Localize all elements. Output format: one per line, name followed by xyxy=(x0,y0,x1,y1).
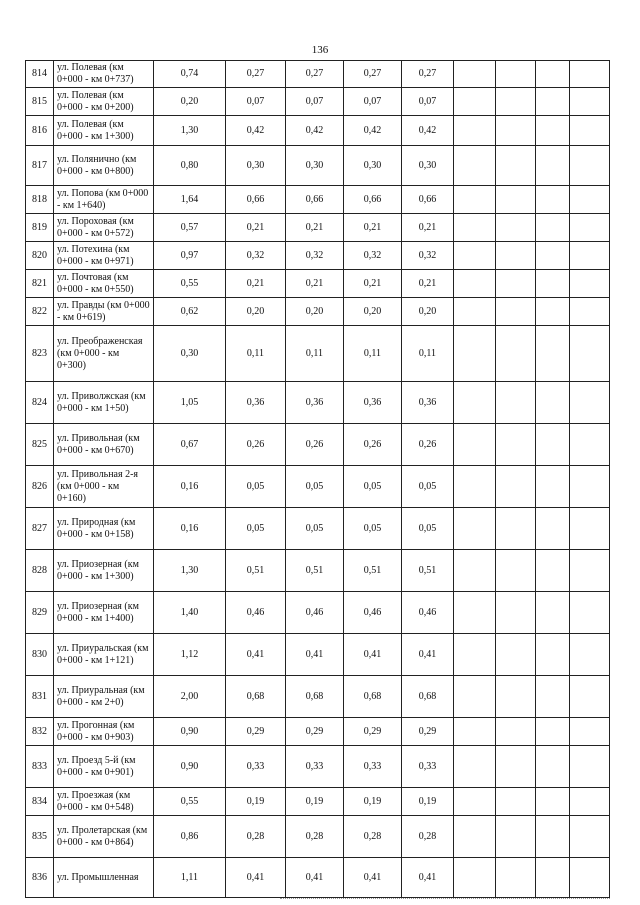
length-cell: 0,90 xyxy=(154,746,226,788)
street-name-cell: ул. Природная (км 0+000 - км 0+158) xyxy=(54,508,154,550)
value-cell: 0,66 xyxy=(344,186,402,214)
value-cell: 0,27 xyxy=(226,61,286,88)
value-cell: 0,05 xyxy=(286,508,344,550)
empty-cell xyxy=(496,326,536,382)
empty-cell xyxy=(496,592,536,634)
row-number-cell: 819 xyxy=(26,214,54,242)
row-number-cell: 835 xyxy=(26,816,54,858)
empty-cell xyxy=(536,326,570,382)
empty-cell xyxy=(454,116,496,146)
street-name-cell: ул. Попова (км 0+000 - км 1+640) xyxy=(54,186,154,214)
value-cell: 0,28 xyxy=(402,816,454,858)
length-cell: 0,80 xyxy=(154,146,226,186)
row-number-cell: 828 xyxy=(26,550,54,592)
table-row xyxy=(26,508,610,550)
row-number-cell: 824 xyxy=(26,382,54,424)
empty-cell xyxy=(496,88,536,116)
table-row xyxy=(26,718,610,746)
table-row xyxy=(26,592,610,634)
street-name-cell: ул. Потехина (км 0+000 - км 0+971) xyxy=(54,242,154,270)
value-cell: 0,21 xyxy=(226,270,286,298)
value-cell: 0,41 xyxy=(344,858,402,898)
row-number-cell: 836 xyxy=(26,858,54,898)
empty-cell xyxy=(570,816,610,858)
value-cell: 0,27 xyxy=(402,61,454,88)
street-name-cell: ул. Прогонная (км 0+000 - км 0+903) xyxy=(54,718,154,746)
value-cell: 0,42 xyxy=(344,116,402,146)
empty-cell xyxy=(536,466,570,508)
value-cell: 0,05 xyxy=(402,508,454,550)
empty-cell xyxy=(454,550,496,592)
empty-cell xyxy=(454,424,496,466)
value-cell: 0,41 xyxy=(286,858,344,898)
value-cell: 0,05 xyxy=(344,508,402,550)
empty-cell xyxy=(496,746,536,788)
empty-cell xyxy=(536,146,570,186)
table-row xyxy=(26,858,610,898)
table-row xyxy=(26,466,610,508)
value-cell: 0,29 xyxy=(286,718,344,746)
street-name-cell: ул. Приуральская (км 0+000 - км 1+121) xyxy=(54,634,154,676)
street-name-cell: ул. Приволжская (км 0+000 - км 1+50) xyxy=(54,382,154,424)
row-number-cell: 825 xyxy=(26,424,54,466)
empty-cell xyxy=(536,116,570,146)
value-cell: 0,66 xyxy=(402,186,454,214)
value-cell: 0,20 xyxy=(286,298,344,326)
length-cell: 2,00 xyxy=(154,676,226,718)
length-cell: 0,20 xyxy=(154,88,226,116)
length-cell: 0,67 xyxy=(154,424,226,466)
value-cell: 0,11 xyxy=(226,326,286,382)
empty-cell xyxy=(496,298,536,326)
length-cell: 0,16 xyxy=(154,508,226,550)
empty-cell xyxy=(454,214,496,242)
empty-cell xyxy=(570,326,610,382)
empty-cell xyxy=(536,298,570,326)
street-name-cell: ул. Проезжая (км 0+000 - км 0+548) xyxy=(54,788,154,816)
value-cell: 0,46 xyxy=(344,592,402,634)
empty-cell xyxy=(496,270,536,298)
empty-cell xyxy=(536,382,570,424)
value-cell: 0,68 xyxy=(226,676,286,718)
value-cell: 0,21 xyxy=(344,270,402,298)
empty-cell xyxy=(570,214,610,242)
empty-cell xyxy=(570,61,610,88)
value-cell: 0,41 xyxy=(402,858,454,898)
table-row xyxy=(26,382,610,424)
value-cell: 0,41 xyxy=(226,858,286,898)
row-number-cell: 816 xyxy=(26,116,54,146)
value-cell: 0,20 xyxy=(226,298,286,326)
row-number-cell: 832 xyxy=(26,718,54,746)
empty-cell xyxy=(496,788,536,816)
value-cell: 0,05 xyxy=(226,508,286,550)
street-name-cell: ул. Почтовая (км 0+000 - км 0+550) xyxy=(54,270,154,298)
value-cell: 0,20 xyxy=(344,298,402,326)
empty-cell xyxy=(496,858,536,898)
empty-cell xyxy=(496,424,536,466)
table-row xyxy=(26,242,610,270)
length-cell: 1,64 xyxy=(154,186,226,214)
street-name-cell: ул. Приуральная (км 0+000 - км 2+0) xyxy=(54,676,154,718)
table-row xyxy=(26,61,610,88)
empty-cell xyxy=(496,634,536,676)
value-cell: 0,29 xyxy=(344,718,402,746)
value-cell: 0,11 xyxy=(402,326,454,382)
value-cell: 0,19 xyxy=(226,788,286,816)
length-cell: 1,05 xyxy=(154,382,226,424)
empty-cell xyxy=(454,382,496,424)
table-row xyxy=(26,424,610,466)
empty-cell xyxy=(496,550,536,592)
table-row xyxy=(26,88,610,116)
street-name-cell: ул. Пороховая (км 0+000 - км 0+572) xyxy=(54,214,154,242)
empty-cell xyxy=(570,718,610,746)
value-cell: 0,36 xyxy=(344,382,402,424)
value-cell: 0,46 xyxy=(286,592,344,634)
row-number-cell: 817 xyxy=(26,146,54,186)
empty-cell xyxy=(454,466,496,508)
value-cell: 0,51 xyxy=(402,550,454,592)
value-cell: 0,41 xyxy=(286,634,344,676)
value-cell: 0,51 xyxy=(286,550,344,592)
empty-cell xyxy=(454,326,496,382)
row-number-cell: 834 xyxy=(26,788,54,816)
length-cell: 1,11 xyxy=(154,858,226,898)
value-cell: 0,21 xyxy=(286,214,344,242)
value-cell: 0,11 xyxy=(344,326,402,382)
length-cell: 0,55 xyxy=(154,788,226,816)
row-number-cell: 833 xyxy=(26,746,54,788)
value-cell: 0,33 xyxy=(344,746,402,788)
empty-cell xyxy=(536,550,570,592)
empty-cell xyxy=(454,88,496,116)
empty-cell xyxy=(454,270,496,298)
empty-cell xyxy=(496,382,536,424)
empty-cell xyxy=(570,676,610,718)
empty-cell xyxy=(496,186,536,214)
row-number-cell: 821 xyxy=(26,270,54,298)
table-row xyxy=(26,186,610,214)
table-row xyxy=(26,116,610,146)
row-number-cell: 829 xyxy=(26,592,54,634)
value-cell: 0,21 xyxy=(226,214,286,242)
value-cell: 0,20 xyxy=(402,298,454,326)
empty-cell xyxy=(454,186,496,214)
empty-cell xyxy=(496,242,536,270)
street-name-cell: ул. Привольная 2-я (км 0+000 - км 0+160) xyxy=(54,466,154,508)
table-row xyxy=(26,634,610,676)
empty-cell xyxy=(570,634,610,676)
value-cell: 0,30 xyxy=(344,146,402,186)
row-number-cell: 826 xyxy=(26,466,54,508)
value-cell: 0,42 xyxy=(402,116,454,146)
value-cell: 0,30 xyxy=(286,146,344,186)
empty-cell xyxy=(536,424,570,466)
value-cell: 0,32 xyxy=(226,242,286,270)
empty-cell xyxy=(536,270,570,298)
street-name-cell: ул. Приозерная (км 0+000 - км 1+300) xyxy=(54,550,154,592)
empty-cell xyxy=(454,718,496,746)
empty-cell xyxy=(454,788,496,816)
value-cell: 0,42 xyxy=(286,116,344,146)
street-name-cell: ул. Преображенская (км 0+000 - км 0+300) xyxy=(54,326,154,382)
value-cell: 0,33 xyxy=(402,746,454,788)
empty-cell xyxy=(536,788,570,816)
empty-cell xyxy=(570,788,610,816)
table-row xyxy=(26,550,610,592)
value-cell: 0,26 xyxy=(226,424,286,466)
empty-cell xyxy=(570,382,610,424)
table-row xyxy=(26,214,610,242)
length-cell: 1,12 xyxy=(154,634,226,676)
length-cell: 0,90 xyxy=(154,718,226,746)
row-number-cell: 830 xyxy=(26,634,54,676)
empty-cell xyxy=(454,298,496,326)
length-cell: 0,97 xyxy=(154,242,226,270)
value-cell: 0,66 xyxy=(226,186,286,214)
street-name-cell: ул. Проезд 5-й (км 0+000 - км 0+901) xyxy=(54,746,154,788)
length-cell: 0,62 xyxy=(154,298,226,326)
footer-scan-artifact xyxy=(280,898,610,902)
value-cell: 0,41 xyxy=(344,634,402,676)
value-cell: 0,26 xyxy=(402,424,454,466)
empty-cell xyxy=(454,592,496,634)
value-cell: 0,68 xyxy=(344,676,402,718)
value-cell: 0,51 xyxy=(344,550,402,592)
value-cell: 0,28 xyxy=(226,816,286,858)
value-cell: 0,29 xyxy=(226,718,286,746)
table-row xyxy=(26,298,610,326)
empty-cell xyxy=(570,242,610,270)
value-cell: 0,32 xyxy=(344,242,402,270)
empty-cell xyxy=(570,592,610,634)
value-cell: 0,29 xyxy=(402,718,454,746)
value-cell: 0,51 xyxy=(226,550,286,592)
empty-cell xyxy=(496,676,536,718)
value-cell: 0,05 xyxy=(286,466,344,508)
road-table xyxy=(25,60,610,898)
value-cell: 0,21 xyxy=(344,214,402,242)
value-cell: 0,42 xyxy=(226,116,286,146)
street-name-cell: ул. Полевая (км 0+000 - км 0+737) xyxy=(54,61,154,88)
row-number-cell: 823 xyxy=(26,326,54,382)
value-cell: 0,46 xyxy=(402,592,454,634)
length-cell: 1,30 xyxy=(154,116,226,146)
empty-cell xyxy=(536,88,570,116)
page-number: 136 xyxy=(311,44,329,56)
value-cell: 0,46 xyxy=(226,592,286,634)
row-number-cell: 820 xyxy=(26,242,54,270)
street-name-cell: ул. Полевая (км 0+000 - км 0+200) xyxy=(54,88,154,116)
length-cell: 0,86 xyxy=(154,816,226,858)
value-cell: 0,68 xyxy=(286,676,344,718)
empty-cell xyxy=(536,858,570,898)
empty-cell xyxy=(570,508,610,550)
row-number-cell: 831 xyxy=(26,676,54,718)
value-cell: 0,05 xyxy=(226,466,286,508)
length-cell: 1,40 xyxy=(154,592,226,634)
value-cell: 0,36 xyxy=(286,382,344,424)
length-cell: 0,74 xyxy=(154,61,226,88)
empty-cell xyxy=(570,116,610,146)
empty-cell xyxy=(536,186,570,214)
value-cell: 0,32 xyxy=(402,242,454,270)
empty-cell xyxy=(570,270,610,298)
street-name-cell: ул. Правды (км 0+000 - км 0+619) xyxy=(54,298,154,326)
empty-cell xyxy=(570,858,610,898)
value-cell: 0,68 xyxy=(402,676,454,718)
table-row xyxy=(26,676,610,718)
value-cell: 0,66 xyxy=(286,186,344,214)
row-number-cell: 815 xyxy=(26,88,54,116)
empty-cell xyxy=(496,816,536,858)
value-cell: 0,27 xyxy=(286,61,344,88)
value-cell: 0,36 xyxy=(402,382,454,424)
empty-cell xyxy=(496,214,536,242)
value-cell: 0,21 xyxy=(402,270,454,298)
value-cell: 0,21 xyxy=(402,214,454,242)
empty-cell xyxy=(454,61,496,88)
empty-cell xyxy=(570,466,610,508)
value-cell: 0,07 xyxy=(402,88,454,116)
empty-cell xyxy=(570,186,610,214)
empty-cell xyxy=(454,746,496,788)
empty-cell xyxy=(454,146,496,186)
table-body xyxy=(26,61,610,898)
value-cell: 0,41 xyxy=(402,634,454,676)
value-cell: 0,26 xyxy=(286,424,344,466)
empty-cell xyxy=(536,592,570,634)
length-cell: 0,16 xyxy=(154,466,226,508)
table-row xyxy=(26,788,610,816)
row-number-cell: 818 xyxy=(26,186,54,214)
value-cell: 0,41 xyxy=(226,634,286,676)
value-cell: 0,21 xyxy=(286,270,344,298)
value-cell: 0,30 xyxy=(226,146,286,186)
value-cell: 0,07 xyxy=(344,88,402,116)
length-cell: 0,57 xyxy=(154,214,226,242)
value-cell: 0,28 xyxy=(344,816,402,858)
empty-cell xyxy=(570,746,610,788)
empty-cell xyxy=(570,424,610,466)
empty-cell xyxy=(454,858,496,898)
street-name-cell: ул. Промышленная xyxy=(54,858,154,898)
empty-cell xyxy=(454,816,496,858)
empty-cell xyxy=(570,298,610,326)
value-cell: 0,30 xyxy=(402,146,454,186)
street-name-cell: ул. Приозерная (км 0+000 - км 1+400) xyxy=(54,592,154,634)
value-cell: 0,19 xyxy=(286,788,344,816)
empty-cell xyxy=(454,676,496,718)
empty-cell xyxy=(536,718,570,746)
length-cell: 1,30 xyxy=(154,550,226,592)
empty-cell xyxy=(496,508,536,550)
empty-cell xyxy=(536,508,570,550)
street-name-cell: ул. Полевая (км 0+000 - км 1+300) xyxy=(54,116,154,146)
value-cell: 0,32 xyxy=(286,242,344,270)
value-cell: 0,28 xyxy=(286,816,344,858)
empty-cell xyxy=(536,214,570,242)
empty-cell xyxy=(570,88,610,116)
value-cell: 0,19 xyxy=(402,788,454,816)
value-cell: 0,33 xyxy=(226,746,286,788)
table-row xyxy=(26,146,610,186)
row-number-cell: 827 xyxy=(26,508,54,550)
value-cell: 0,33 xyxy=(286,746,344,788)
table-row xyxy=(26,270,610,298)
value-cell: 0,05 xyxy=(344,466,402,508)
empty-cell xyxy=(536,676,570,718)
length-cell: 0,55 xyxy=(154,270,226,298)
street-name-cell: ул. Полянично (км 0+000 - км 0+800) xyxy=(54,146,154,186)
empty-cell xyxy=(570,550,610,592)
value-cell: 0,19 xyxy=(344,788,402,816)
empty-cell xyxy=(536,634,570,676)
table-row xyxy=(26,816,610,858)
empty-cell xyxy=(536,61,570,88)
empty-cell xyxy=(496,61,536,88)
row-number-cell: 822 xyxy=(26,298,54,326)
value-cell: 0,05 xyxy=(402,466,454,508)
row-number-cell: 814 xyxy=(26,61,54,88)
street-name-cell: ул. Пролетарская (км 0+000 - км 0+864) xyxy=(54,816,154,858)
table-row xyxy=(26,746,610,788)
empty-cell xyxy=(570,146,610,186)
empty-cell xyxy=(536,816,570,858)
empty-cell xyxy=(454,634,496,676)
empty-cell xyxy=(496,116,536,146)
empty-cell xyxy=(536,242,570,270)
value-cell: 0,36 xyxy=(226,382,286,424)
empty-cell xyxy=(454,508,496,550)
table-row xyxy=(26,326,610,382)
empty-cell xyxy=(536,746,570,788)
empty-cell xyxy=(454,242,496,270)
value-cell: 0,07 xyxy=(286,88,344,116)
value-cell: 0,07 xyxy=(226,88,286,116)
value-cell: 0,26 xyxy=(344,424,402,466)
value-cell: 0,27 xyxy=(344,61,402,88)
length-cell: 0,30 xyxy=(154,326,226,382)
empty-cell xyxy=(496,466,536,508)
empty-cell xyxy=(496,718,536,746)
empty-cell xyxy=(496,146,536,186)
value-cell: 0,11 xyxy=(286,326,344,382)
street-name-cell: ул. Привольная (км 0+000 - км 0+670) xyxy=(54,424,154,466)
